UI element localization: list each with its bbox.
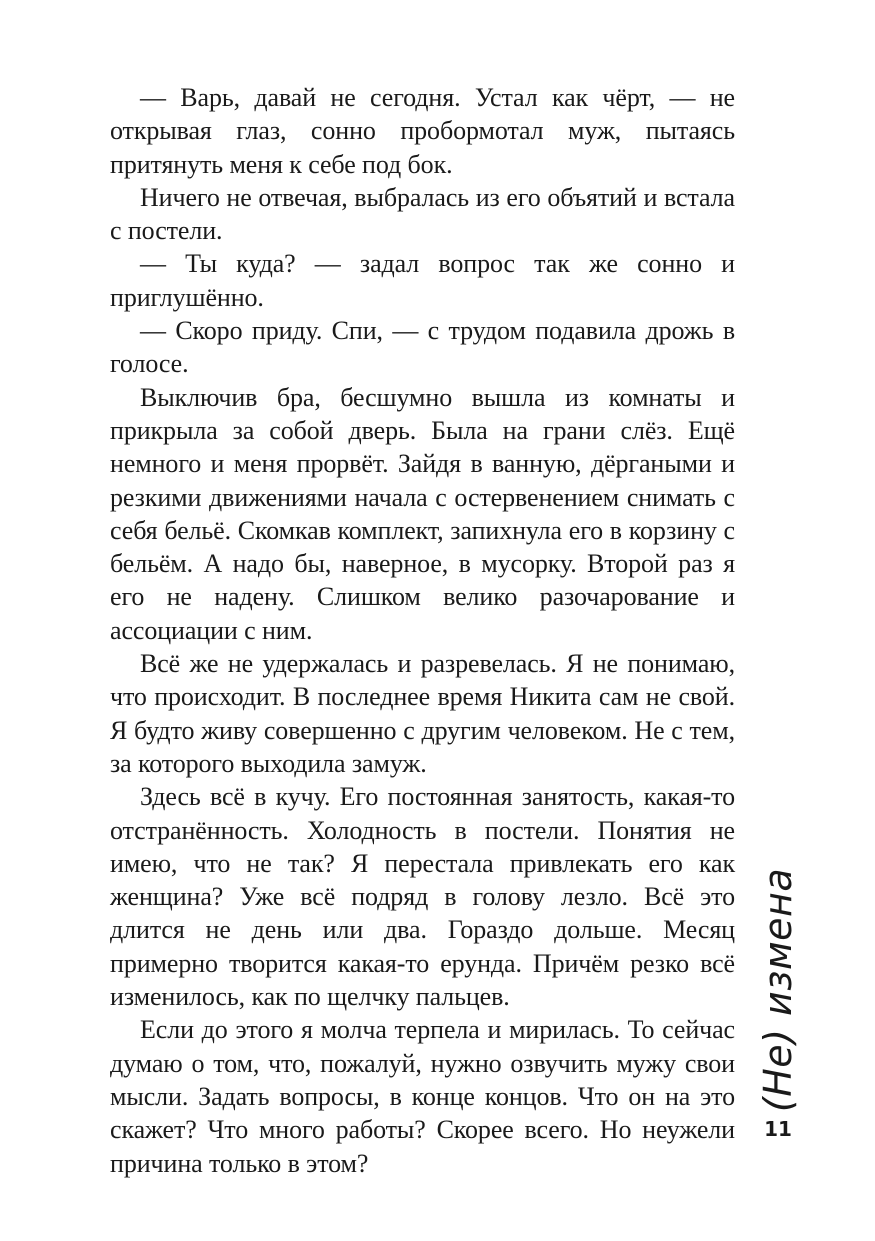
page-number: 11 [764,1117,792,1141]
paragraph: Всё же не удержалась и разревелась. Я не понимаю, что происходит. В последнее время Никита сам не свой. Я будто живу совершенно с другим человеком. Не с тем, за которого выходила замуж. [110,649,735,778]
paragraph: — Варь, давай не сегодня. Устал как чёрт, — не открывая глаз, сонно пробормотал муж, пытаясь притянуть меня к себе под бок. [110,83,735,179]
body-text [110,81,735,1180]
paragraph: — Ты куда? — задал вопрос так же сонно и приглушённо. [110,249,735,312]
paragraph: Выключив бра, бесшумно вышла из комнаты и прикрыла за собой дверь. Была на грани слёз. Ещё немного и меня прорвёт. Зайдя в ванную, дёргаными и резкими движениями начала с остервенением снимать с себя бельё. Скомкав комплект, запихнула его в корзину с бельём. А надо бы, наверное, в мусорку. Второй раз я его не надену. Слишком велико разочарование и ассоциации с ним. [110,382,735,645]
paragraph: Здесь всё в кучу. Его постоянная занятость, какая-то отстранённость. Холодность в постели. Понятия не имею, что не так? Я перестала привлекать его как женщина? Уже всё подряд в голову лезло. Всё это длится не день или два. Гораздо дольше. Месяц примерно творится какая-то ерунда. Причём резко всё изменилось, как по щелчку пальцев. [110,782,735,1012]
running-head-title: (Не) измена [756,867,801,1113]
paragraph: Если до этого я молча терпела и мирилась. То сейчас думаю о том, что, пожалуй, нужно озвучить мужу свои мысли. Задать вопросы, в конце концов. Что он на это скажет? Что много работы? Скорее всего. Но неужели причина только в этом? [110,1015,735,1178]
running-head [738,867,818,1113]
paragraph: Ничего не отвечая, выбралась из его объятий и встала с постели. [110,182,735,246]
paragraph: — Скоро приду. Спи, — с трудом подавила дрожь в голосе. [110,316,735,379]
